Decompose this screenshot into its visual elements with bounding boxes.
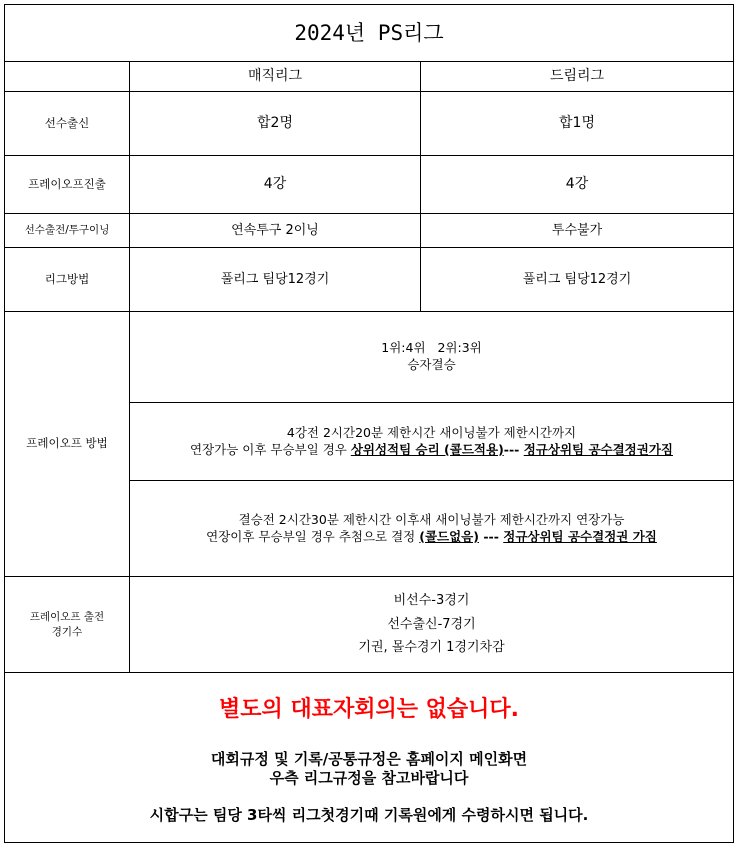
playoff-method-semifinal (130, 403, 734, 481)
semifinal-line2 (130, 442, 733, 459)
row-label-player-limit: 선수출신 (5, 92, 130, 156)
row-label-league-method: 리그방법 (5, 248, 130, 312)
magic-player-limit: 합2명 (130, 92, 421, 156)
final-rule-line1: 결승전 2시간30분 제한시간 이후새 새이닝불가 제한시간까지 연장가능 (238, 511, 625, 527)
header-magic-league: 매직리그 (130, 62, 421, 92)
playoff-method-bracket (130, 312, 734, 403)
notice-headline: 별도의 대표자회의는 없습니다. (219, 696, 519, 722)
games-former-player: 선수출신-7경기 (387, 616, 476, 632)
row-label-playoff-method: 프레이오프 방법 (5, 312, 130, 577)
header-empty-cell (5, 62, 130, 92)
semifinal-plain: 연장가능 이후 무승부일 경우 (190, 441, 351, 457)
playoff-method-final (130, 481, 734, 577)
playoff-games-label-line1: 프레이오프 출전 (29, 611, 105, 624)
games-forfeit: 기권, 몰수경기 1경기차감 (358, 640, 505, 656)
final-rule-line2 (130, 529, 733, 546)
bracket-line: 1위:4위 2위:3위 (381, 340, 482, 356)
notice-line2: 우측 리그규정을 참고바랍니다 (269, 768, 469, 787)
notice-line3: 시합구는 팀당 3타씩 리그첫경기때 기록원에게 수령하시면 됩니다. (149, 805, 589, 824)
final-emph2: 정규상위팀 공수결정권 가짐 (503, 528, 657, 544)
notice-line1: 대회규정 및 기록/공통규정은 홈페이지 메인화면 (210, 750, 528, 769)
dream-league-method: 풀리그 팀당12경기 (421, 248, 734, 312)
magic-pitcher: 연속투구 2이닝 (130, 214, 421, 248)
semifinal-emph1: 상위성적팀 승리 (콜드적용) (350, 441, 504, 457)
notice-section (5, 673, 734, 843)
magic-playoff-entry: 4강 (130, 156, 421, 214)
semifinal-dash: --- (503, 441, 524, 457)
semifinal-emph2: 정규상위팀 공수결정권가짐 (523, 441, 673, 457)
league-rules-table (4, 4, 734, 843)
playoff-games-values (130, 577, 734, 673)
semifinal-line1: 4강전 2시간20분 제한시간 새이닝불가 제한시간까지 (286, 424, 577, 440)
final-plain: 연장이후 무승부일 경우 추첨으로 결정 (206, 528, 420, 544)
magic-league-method: 풀리그 팀당12경기 (130, 248, 421, 312)
dream-playoff-entry: 4강 (421, 156, 734, 214)
row-label-playoff-games (5, 577, 130, 673)
dream-player-limit: 합1명 (421, 92, 734, 156)
playoff-games-label-line2: 경기수 (51, 625, 83, 638)
final-emph1: (콜드없음) (419, 528, 479, 544)
page-title: 2024년 PS리그 (5, 5, 734, 62)
row-label-pitcher: 선수출전/투구이닝 (5, 214, 130, 248)
header-dream-league: 드림리그 (421, 62, 734, 92)
final-dash: --- (478, 528, 504, 544)
row-label-playoff-entry: 프레이오프진출 (5, 156, 130, 214)
dream-pitcher: 투수불가 (421, 214, 734, 248)
final-line: 승자결승 (407, 357, 456, 372)
games-non-player: 비선수-3경기 (393, 593, 470, 609)
